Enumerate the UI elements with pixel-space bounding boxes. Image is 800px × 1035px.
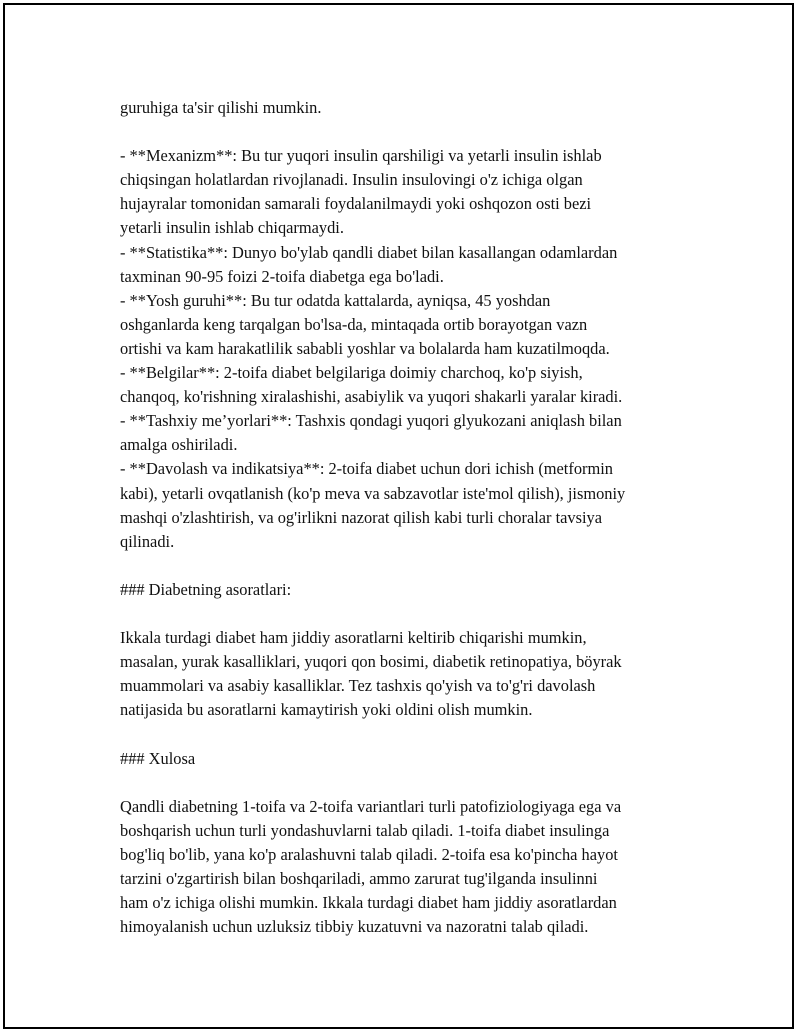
text-line: - **Belgilar**: 2-toifa diabet belgilariga doimiy charchoq, ko'p siyish,	[120, 363, 583, 383]
text-line: - **Yosh guruhi**: Bu tur odatda kattalarda, ayniqsa, 45 yoshdan	[120, 290, 551, 310]
text-line: ortishi va kam harakatlilik sababli yoshlar va bolalarda ham kuzatilmoqda.	[120, 338, 610, 358]
text-line: himoyalanish uchun uzluksiz tibbiy kuzatuvni va nazoratni talab qiladi.	[120, 917, 589, 937]
text-line: masalan, yurak kasalliklari, yuqori qon bosimi, diabetik retinopatiya, böyrak	[120, 652, 622, 672]
text-line: Ikkala turdagi diabet ham jiddiy asoratlarni keltirib chiqarishi mumkin,	[120, 628, 587, 648]
text-line: Qandli diabetning 1-toifa va 2-toifa variantlari turli patofiziologiyaga ega va	[120, 796, 622, 816]
text-line: muammolari va asabiy kasalliklar. Tez tashxis qo'yish va to'g'ri davolash	[120, 676, 596, 696]
text-line: qilinadi.	[120, 531, 175, 551]
page-frame	[3, 3, 794, 1029]
blank-line	[120, 602, 700, 626]
text-line: - **Mexanizm**: Bu tur yuqori insulin qarshiligi va yetarli insulin ishlab	[120, 146, 602, 166]
blank-line	[120, 722, 700, 746]
text-line: - **Statistika**: Dunyo bo'ylab qandli diabet bilan kasallangan odamlardan	[120, 242, 618, 262]
document-body	[120, 96, 700, 939]
section-heading: ### Diabetning asoratlari:	[120, 579, 292, 599]
text-line: tarzini o'zgartirish bilan boshqariladi, ammo zarurat tug'ilganda insulinni	[120, 869, 598, 888]
blank-line	[120, 554, 700, 578]
text-line: boshqarish uchun turli yondashuvlarni talab qiladi. 1-toifa diabet insulinga	[120, 820, 610, 840]
text-line: chanqoq, ko'rishning xiralashishi, asabiylik va yuqori shakarli yaralar kiradi.	[120, 387, 623, 407]
text-line: natijasida bu asoratlarni kamaytirish yoki oldini olish mumkin.	[120, 700, 533, 720]
text-line: taxminan 90-95 foizi 2-toifa diabetga ega bo'ladi.	[120, 266, 444, 286]
text-line: kabi), yetarli ovqatlanish (ko'p meva va sabzavotlar iste'mol qilish), jismoniy	[120, 483, 626, 503]
text-line: mashqi o'zlashtirish, va og'irlikni nazorat qilish kabi turli choralar tavsiya	[120, 507, 603, 527]
blank-line	[120, 120, 700, 144]
text-line: yetarli insulin ishlab chiqarmaydi.	[120, 218, 344, 238]
text-line: - **Tashxiy me’yorlari**: Tashxis qondagi yuqori glyukozani aniqlash bilan	[120, 411, 622, 431]
section-heading: ### Xulosa	[120, 748, 196, 768]
text-line: - **Davolash va indikatsiya**: 2-toifa diabet uchun dori ichish (metformin	[120, 459, 613, 479]
text-line: guruhiga ta'sir qilishi mumkin.	[120, 98, 322, 117]
text-line: oshganlarda keng tarqalgan bo'lsa-da, mintaqada ortib borayotgan vazn	[120, 314, 588, 334]
blank-line	[120, 771, 700, 795]
text-line: bog'liq bo'lib, yana ko'p aralashuvni talab qiladi. 2-toifa esa ko'pincha hayot	[120, 844, 618, 864]
text-line: hujayralar tomonidan samarali foydalanilmaydi yoki oshqozon osti bezi	[120, 194, 592, 214]
text-line: amalga oshiriladi.	[120, 435, 238, 455]
text-line: ham o'z ichiga olishi mumkin. Ikkala turdagi diabet ham jiddiy asoratlardan	[120, 893, 617, 913]
text-line: chiqsingan holatlardan rivojlanadi. Insulin insulovingi o'z ichiga olgan	[120, 170, 583, 190]
